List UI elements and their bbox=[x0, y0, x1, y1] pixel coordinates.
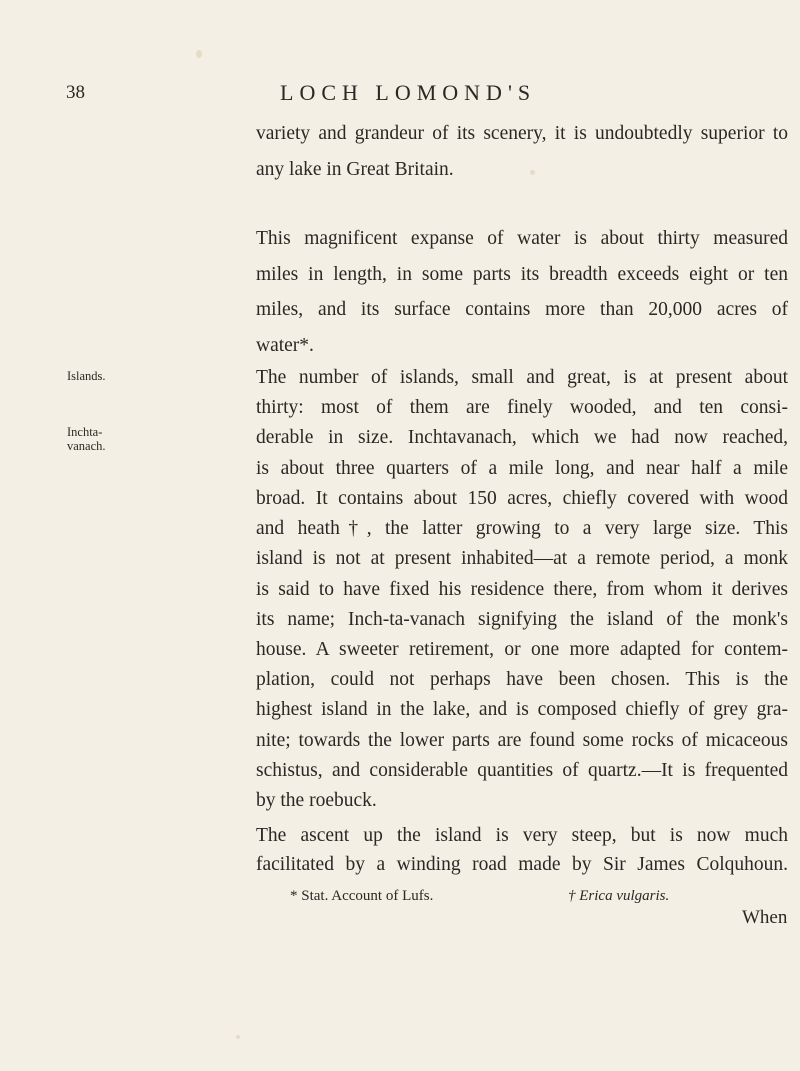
text-line: its name; Inch-ta-vanach signifying the island of the monk's bbox=[256, 609, 788, 630]
running-head: LOCH LOMOND'S bbox=[280, 80, 537, 105]
text-line: The number of islands, small and great, is at present about bbox=[256, 367, 788, 388]
text-line: The ascent up the island is very steep, but is now much bbox=[256, 825, 788, 846]
text-line: schistus, and considerable quantities of quartz.—It is frequented bbox=[256, 760, 788, 781]
text-line: plation, could not perhaps have been chosen. This is the bbox=[256, 669, 788, 690]
text-line: miles in length, in some parts its breadth exceeds eight or ten bbox=[256, 264, 788, 285]
page-number: 38 bbox=[66, 82, 85, 103]
text-line: is said to have fixed his residence there, from whom it derives bbox=[256, 579, 788, 600]
text-line: island is not at present inhabited—at a remote period, a monk bbox=[256, 548, 788, 569]
text-line: This magnificent expanse of water is about thirty measured bbox=[256, 228, 788, 249]
paper-stain bbox=[196, 50, 202, 58]
text-line: and heath†, the latter growing to a very large size. This bbox=[256, 518, 788, 539]
footnote-erica: † Erica vulgaris. bbox=[568, 888, 670, 904]
text-line: variety and grandeur of its scenery, it is undoubtedly superior to bbox=[256, 123, 788, 144]
catchword: When bbox=[742, 907, 788, 928]
text-line: nite; towards the lower parts are found some rocks of micaceous bbox=[256, 730, 788, 751]
footnote-stat-account: * Stat. Account of Lufs. bbox=[290, 888, 434, 904]
text-line: highest island in the lake, and is composed chiefly of grey gra- bbox=[256, 699, 788, 720]
margin-note-inchtavanach-2: vanach. bbox=[67, 439, 106, 453]
text-line: water*. bbox=[256, 335, 314, 356]
text-line: derable in size. Inchtavanach, which we had now reached, bbox=[256, 427, 788, 448]
text-line: broad. It contains about 150 acres, chiefly covered with wood bbox=[256, 488, 788, 509]
text-line: by the roebuck. bbox=[256, 790, 377, 811]
text-line: is about three quarters of a mile long, and near half a mile bbox=[256, 458, 788, 479]
paper-stain bbox=[236, 1035, 240, 1039]
margin-note-inchtavanach-1: Inchta- bbox=[67, 425, 103, 439]
text-line: thirty: most of them are finely wooded, and ten consi- bbox=[256, 397, 788, 418]
text-line: miles, and its surface contains more than 20,000 acres of bbox=[256, 299, 788, 320]
text-line: any lake in Great Britain. bbox=[256, 159, 454, 180]
text-line: facilitated by a winding road made by Sir James Colquhoun. bbox=[256, 854, 788, 875]
margin-note-islands: Islands. bbox=[67, 369, 106, 383]
text-line: house. A sweeter retirement, or one more adapted for contem- bbox=[256, 639, 788, 660]
